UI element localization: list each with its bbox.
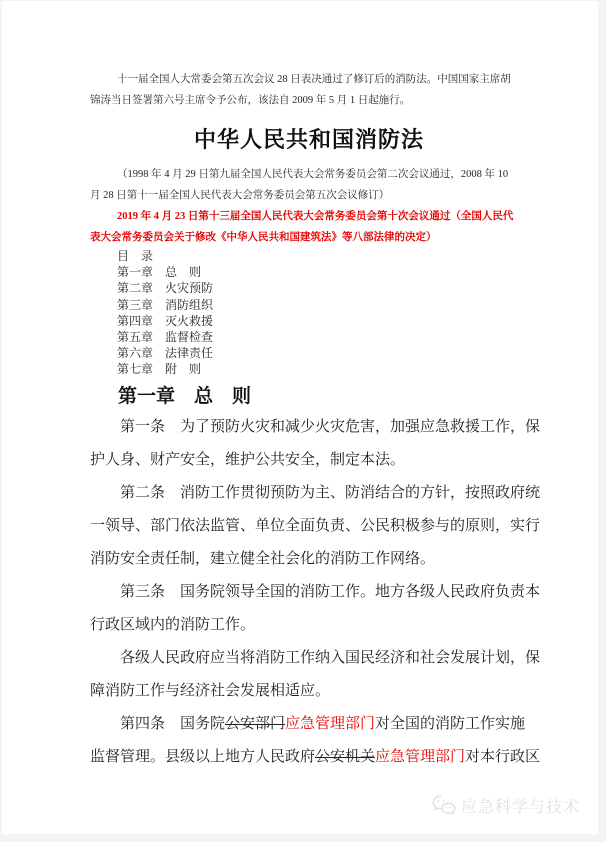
- chapter1-heading: 第一章 总 则: [118, 385, 252, 407]
- article-4: [90, 708, 541, 774]
- toc-item-chapter1: 第一章 总 则: [117, 265, 202, 280]
- toc-item-chapter3: 第三章 消防组织: [117, 297, 214, 312]
- article-3-paragraph-2: [90, 642, 541, 708]
- law-body: [90, 411, 541, 774]
- article-line: 障消防工作与经济社会发展相适应。: [90, 682, 331, 699]
- wechat-icon: [432, 795, 456, 816]
- article-line: 消防安全责任制，建立健全社会化的消防工作网络。: [90, 550, 436, 567]
- deleted-text: 公安机关: [315, 748, 376, 765]
- intro-line: 十一届全国人大常委会第五次会议 28 日表决通过了修订后的消防法。中国国家主席胡: [117, 74, 511, 85]
- article-3: [90, 576, 541, 642]
- article-2: [90, 477, 541, 576]
- watermark: [432, 794, 580, 817]
- amendment-notice: [90, 206, 528, 248]
- article-line-with-revisions: [90, 708, 528, 741]
- article-line-with-revisions: [90, 741, 541, 774]
- article-text: 第四条 国务院: [120, 715, 226, 732]
- amendment-line: 2019 年 4 月 23 日第十三届全国人民代表大会常务委员会第十次会议通过（全国人民代: [117, 211, 514, 222]
- article-text: 对全国的消防工作实施: [375, 715, 526, 732]
- article-line: 第二条 消防工作贯彻预防为主、防消结合的方针，按照政府统: [120, 484, 541, 501]
- watermark-label: 应急科学与技术: [460, 799, 580, 816]
- document-title: 中华人民共和国消防法: [193, 127, 424, 152]
- article-line: 行政区域内的消防工作。: [90, 616, 256, 633]
- article-line: 各级人民政府应当将消防工作纳入国民经济和社会发展计划，保: [120, 649, 541, 666]
- toc-item-chapter4: 第四章 灭火救援: [117, 313, 214, 328]
- publication-history: [90, 164, 528, 206]
- toc-item-chapter7: 第七章 附 则: [117, 362, 202, 377]
- article-line: 护人身、财产安全，维护公共安全，制定本法。: [90, 451, 406, 468]
- amendment-line: 表大会常务委员会关于修改《中华人民共和国建筑法》等八部法律的决定）: [90, 232, 437, 243]
- document-page: [2, 1, 598, 834]
- toc-item-chapter2: 第二章 火灾预防: [117, 281, 214, 296]
- table-of-contents: [90, 248, 528, 378]
- intro-paragraph: [90, 69, 528, 111]
- article-1: [90, 411, 541, 477]
- intro-line: 锦涛当日签署第六号主席令予公布，该法自 2009 年 5 月 1 日起施行。: [90, 95, 411, 106]
- article-line: 一领导、部门依法监管、单位全面负责、公民积极参与的原则，实行: [90, 517, 541, 534]
- history-line: 月 28 日第十一届全国人民代表大会常务委员会第五次会议修订）: [90, 190, 390, 201]
- article-text: 监督管理。县级以上地方人民政府: [90, 748, 316, 765]
- article-line: 第三条 国务院领导全国的消防工作。地方各级人民政府负责本: [120, 583, 541, 600]
- history-line: （1998 年 4 月 29 日第九届全国人民代表大会常务委员会第二次会议通过，2008 年 10: [117, 169, 509, 180]
- document-content: [2, 1, 598, 774]
- toc-item-chapter6: 第六章 法律责任: [117, 346, 214, 361]
- inserted-text: 应急管理部门: [285, 715, 376, 732]
- article-line: 第一条 为了预防火灾和减少火灾危害，加强应急救援工作，保: [120, 418, 541, 435]
- article-text: 对本行政区: [465, 748, 541, 765]
- deleted-text: 公安部门: [225, 715, 286, 732]
- toc-item-chapter5: 第五章 监督检查: [117, 330, 214, 345]
- toc-heading: 目 录: [117, 249, 154, 263]
- inserted-text: 应急管理部门: [375, 748, 466, 765]
